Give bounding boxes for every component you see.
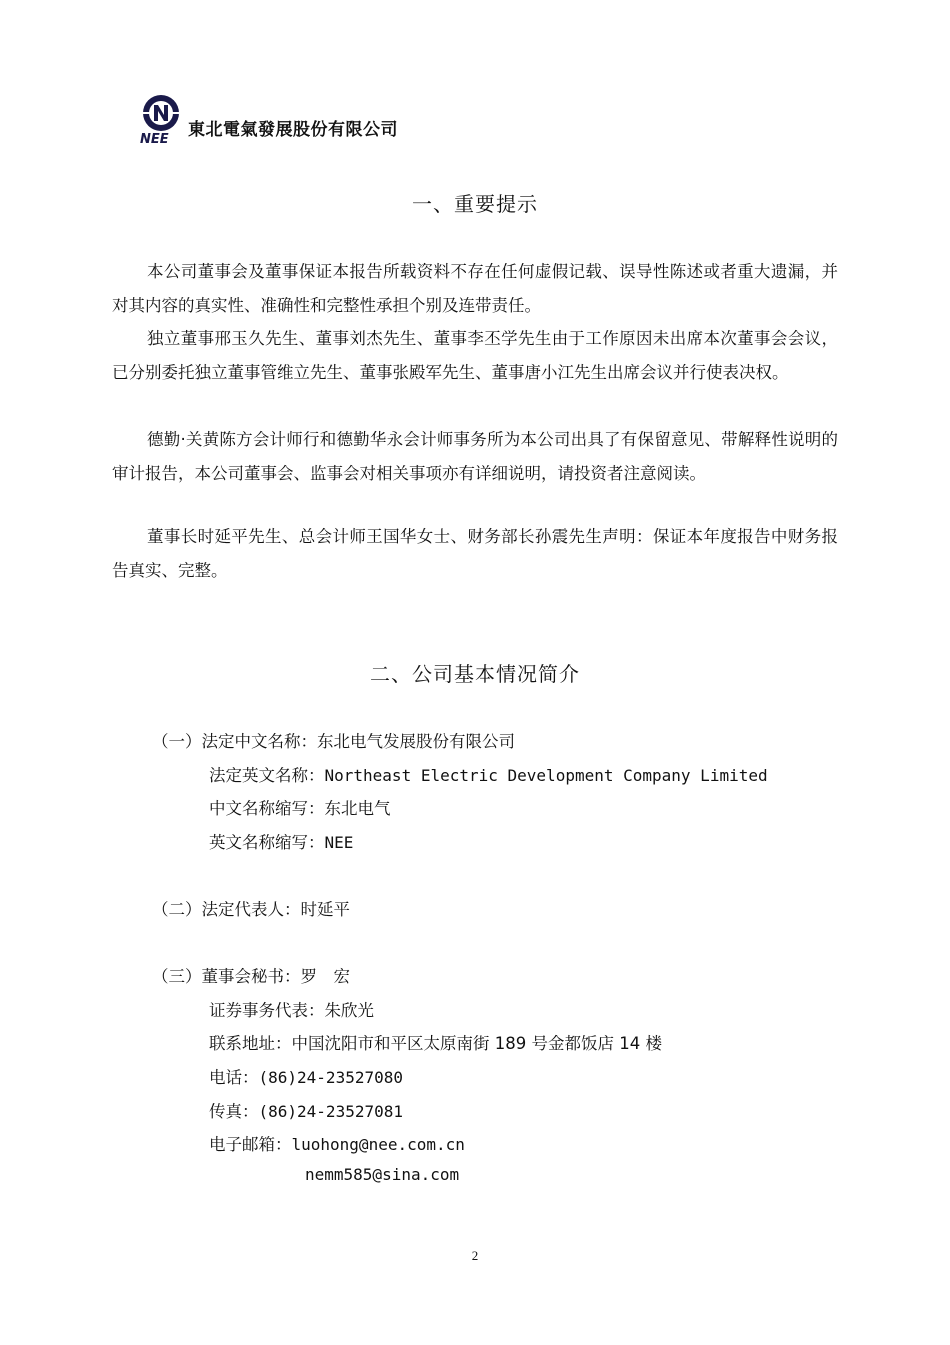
address-row [209,1030,662,1054]
section-1-paragraph-2: 独立董事邢玉久先生、董事刘杰先生、董事李丕学先生由于工作原因未出席本次董事会会议，已分别委托独立董事管维立先生、董事张殿军先生、董事唐小江先生出席会议并行使表决权。 [112,329,838,382]
securities-rep-value: 朱欣光 [324,1001,374,1020]
email-row-2 [305,1165,459,1184]
email-label: 电子邮箱： [209,1135,292,1154]
address-value: 中国沈阳市和平区太原南街 189 号金都饭店 14 楼 [291,1034,662,1053]
section-1-paragraph-3: 德勤·关黄陈方会计师行和德勤华永会计师事务所为本公司出具了有保留意见、带解释性说明的审计报告，本公司董事会、监事会对相关事项亦有详细说明，请投资者注意阅读。 [112,430,838,483]
en-abbr-label: 英文名称缩写： [209,833,325,852]
page-number: 2 [471,1248,479,1263]
en-name-row [209,762,768,786]
address-label: 联系地址： [209,1034,292,1053]
en-name-value: Northeast Electric Development Company Limited [324,766,768,785]
fax-label: 传真： [209,1102,259,1121]
legal-rep-label: 法定代表人： [201,900,301,919]
section-1-paragraph-1: 本公司董事会及董事保证本报告所载资料不存在任何虚假记载、误导性陈述或者重大遗漏，并对其内容的真实性、准确性和完整性承担个别及连带责任。 [112,262,838,315]
section-1-title: 一、重要提示 [412,192,538,216]
section-1-paragraph-4: 董事长时延平先生、总会计师王国华女士、财务部长孙震先生声明：保证本年度报告中财务报告真实、完整。 [112,527,838,580]
en-abbr-row [209,829,353,853]
board-secretary-label: 董事会秘书： [201,967,301,986]
phone-value: (86)24-23527080 [258,1068,403,1087]
email-value-1[interactable]: luohong@nee.com.cn [291,1135,465,1154]
item-1-marker: （一） [152,732,202,751]
en-abbr-value: NEE [324,833,354,852]
item-1-row [152,728,515,752]
item-2-marker: （二） [152,900,202,919]
item-3-marker: （三） [152,967,202,986]
email-value-2[interactable]: nemm585@sina.com [305,1165,460,1184]
legal-rep-value: 时延平 [300,900,350,919]
board-secretary-value: 罗 宏 [300,967,350,986]
logo-emblem [140,94,182,146]
fax-value: (86)24-23527081 [258,1102,403,1121]
phone-label: 电话： [209,1068,259,1087]
securities-rep-label: 证券事务代表： [209,1001,325,1020]
fax-row [209,1098,403,1122]
phone-row [209,1064,403,1088]
logo-abbreviation: NEE [140,132,169,147]
cn-abbr-value: 东北电气 [324,799,391,818]
nee-emblem-icon [140,94,182,134]
cn-abbr-row [209,795,391,819]
cn-abbr-label: 中文名称缩写： [209,799,325,818]
cn-name-value: 东北电气发展股份有限公司 [317,732,515,751]
company-logo [140,94,398,146]
section-2-title: 二、公司基本情况简介 [370,662,580,686]
securities-rep-row [209,997,374,1021]
company-name-logo-text: 東北電氣發展股份有限公司 [188,120,398,140]
item-3-row [152,963,350,987]
email-row [209,1131,465,1155]
en-name-label: 法定英文名称： [209,766,325,785]
item-2-row [152,896,350,920]
cn-name-label: 法定中文名称： [201,732,317,751]
